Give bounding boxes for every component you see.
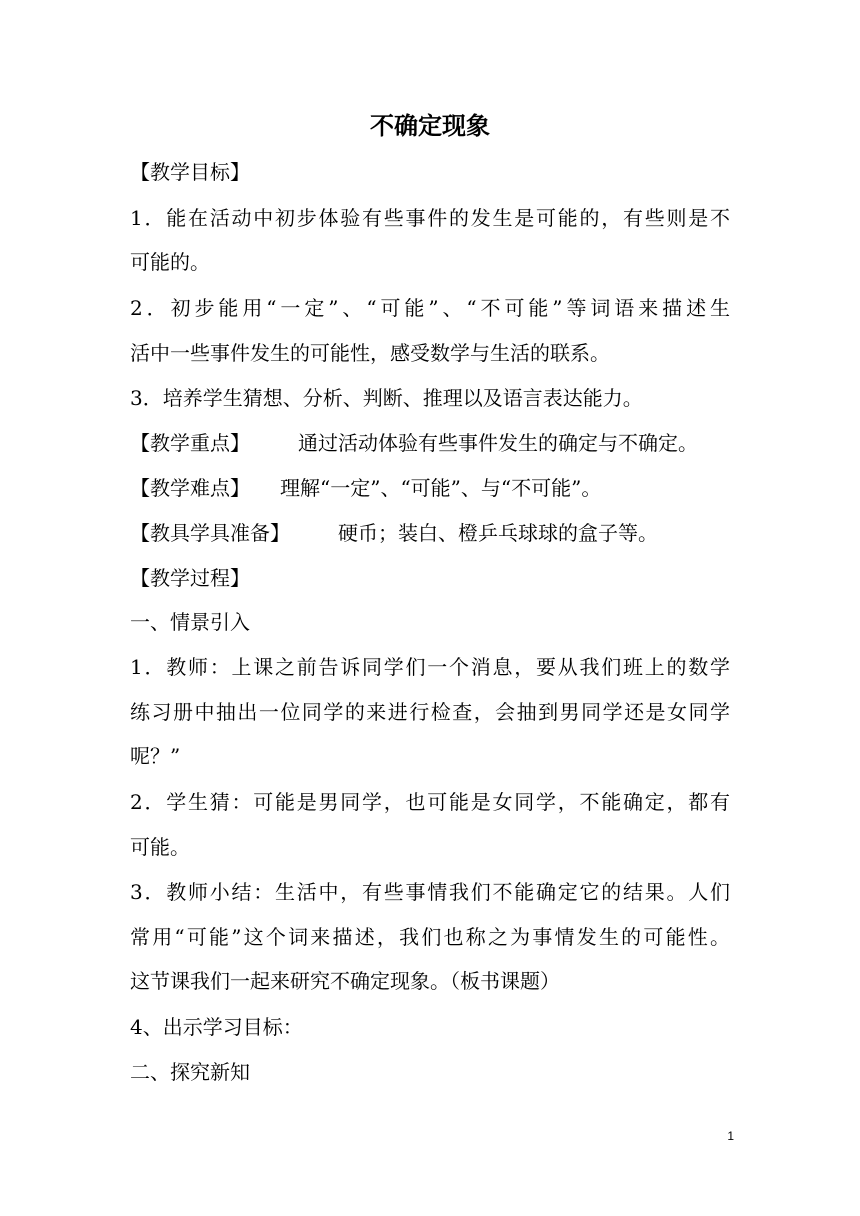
- objective-3: 3．培养学生猜想、分析、判断、推理以及语言表达能力。: [130, 386, 643, 410]
- step-1-line-2: 练习册中抽出一位同学的来进行检查，会抽到男同学还是女同学: [130, 700, 730, 724]
- difficulties-row: [130, 474, 730, 502]
- key-points-label: 【教学重点】: [130, 431, 250, 455]
- step-1-line-1: 1．教师：上课之前告诉同学们一个消息，要从我们班上的数学: [130, 655, 730, 679]
- part-2-heading: 二、探究新知: [130, 1060, 250, 1084]
- objectives-heading: 【教学目标】: [130, 160, 250, 184]
- step-1-line-3: 呢？”: [130, 744, 181, 768]
- step-3-line-3: 这节课我们一起来研究不确定现象。（板书课题）: [130, 969, 560, 993]
- process-heading: 【教学过程】: [130, 566, 250, 590]
- page-number: 1: [727, 1129, 734, 1143]
- materials-row: [130, 519, 730, 547]
- objective-1-line-2: 可能的。: [130, 250, 210, 274]
- objective-2-line-1: 2．初步能用“一定”、“可能”、“不可能”等词语来描述生: [130, 296, 730, 320]
- step-2-line-1: 2．学生猜：可能是男同学，也可能是女同学，不能确定，都有: [130, 790, 730, 814]
- part-1-heading: 一、情景引入: [130, 610, 250, 634]
- document-title: 不确定现象: [370, 112, 490, 140]
- difficulties-label: 【教学难点】: [130, 476, 250, 500]
- step-3-line-1: 3．教师小结：生活中，有些事情我们不能确定它的结果。人们: [130, 880, 730, 904]
- step-3-line-2: 常用“可能”这个词来描述，我们也称之为事情发生的可能性。: [130, 925, 730, 949]
- step-4: 4、出示学习目标：: [130, 1015, 303, 1039]
- objective-2-line-2: 活中一些事件发生的可能性，感受数学与生活的联系。: [130, 341, 610, 365]
- objective-1-line-1: 1．能在活动中初步体验有些事件的发生是可能的，有些则是不: [130, 206, 730, 230]
- materials-label: 【教具学具准备】: [130, 521, 290, 545]
- key-points-row: [130, 429, 730, 457]
- key-points-text: 通过活动体验有些事件发生的确定与不确定。: [298, 431, 698, 455]
- difficulties-text: 理解“一定”、“可能”、与“不可能”。: [280, 476, 602, 500]
- step-2-line-2: 可能。: [130, 835, 190, 859]
- materials-text: 硬币；装白、橙乒乓球球的盒子等。: [338, 521, 658, 545]
